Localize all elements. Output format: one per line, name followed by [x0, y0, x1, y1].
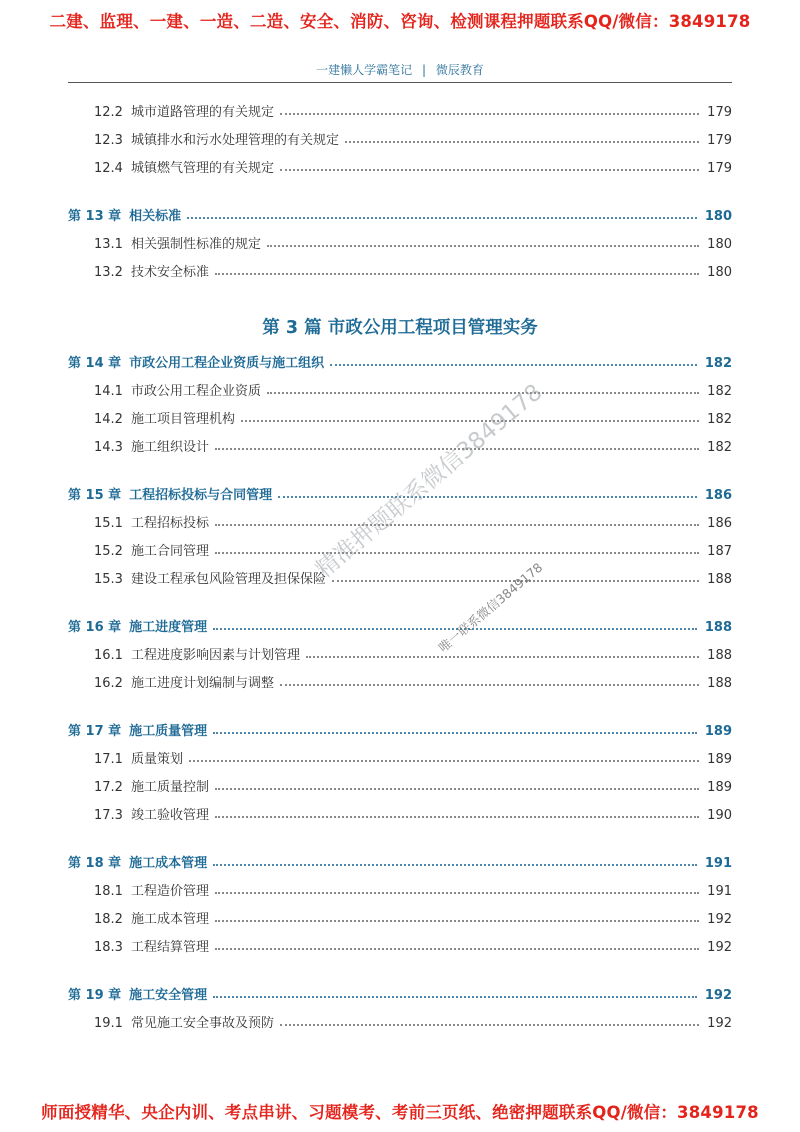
toc-section-entry[interactable]: [68, 877, 732, 899]
toc-section-entry[interactable]: [68, 377, 732, 399]
toc-entry-title: 施工质量管理: [129, 724, 208, 739]
toc-chapter-entry[interactable]: [68, 849, 732, 871]
toc-entry-number: 16.1: [94, 648, 123, 663]
toc-entry-title: 施工组织设计: [130, 440, 209, 455]
toc-page-number: 192: [704, 988, 732, 1003]
toc-dot-leader: [280, 1024, 699, 1026]
toc-page-number: 191: [707, 884, 732, 899]
toc-entry-title: 施工合同管理: [130, 544, 209, 559]
toc-entry-number: 15.2: [94, 544, 123, 559]
toc-entry-number: 18.2: [94, 912, 123, 927]
toc-entry-number: 第 13 章: [68, 209, 122, 224]
toc-entry-title: 工程造价管理: [130, 884, 209, 899]
toc-page-number: 182: [707, 384, 732, 399]
toc-entry-title: 常见施工安全事故及预防: [130, 1016, 274, 1031]
toc-entry-title: 施工安全管理: [129, 988, 208, 1003]
toc-entry-number: 17.1: [94, 752, 123, 767]
toc-dot-leader: [215, 788, 699, 790]
toc-entry-number: 15.1: [94, 516, 123, 531]
toc-page-number: 189: [704, 724, 732, 739]
toc-dot-leader: [213, 996, 697, 998]
toc-section-entry[interactable]: [68, 258, 732, 280]
toc-section-entry[interactable]: [68, 154, 732, 176]
toc-entry-title: 相关标准: [129, 209, 182, 224]
toc-page-number: 188: [707, 572, 732, 587]
toc-section-entry[interactable]: [68, 98, 732, 120]
toc-page-number: 186: [707, 516, 732, 531]
toc-page-number: 192: [707, 940, 732, 955]
header-book-title: 一建懒人学霸笔记: [316, 63, 413, 77]
top-promo-banner: 二建、监理、一建、一造、二造、安全、消防、咨询、检测课程押题联系QQ/微信：3849178: [49, 12, 751, 31]
toc-dot-leader: [267, 245, 699, 247]
toc-entry-number: 17.2: [94, 780, 123, 795]
toc-entry-number: 12.3: [94, 133, 123, 148]
toc-entry-title: 施工成本管理: [130, 912, 209, 927]
toc-dot-leader: [213, 864, 697, 866]
toc-section-entry[interactable]: [68, 933, 732, 955]
toc-entry-title: 工程招标投标与合同管理: [129, 488, 273, 503]
toc-page-number: 189: [707, 780, 732, 795]
toc-entry-title: 施工进度管理: [129, 620, 208, 635]
toc-page-number: 179: [707, 161, 732, 176]
toc-section-entry[interactable]: [68, 641, 732, 663]
toc-chapter-entry[interactable]: [68, 613, 732, 635]
toc-dot-leader: [278, 496, 697, 498]
toc-entry-number: 16.2: [94, 676, 123, 691]
toc-chapter-entry[interactable]: [68, 981, 732, 1003]
toc-entry-title: 市政公用工程企业资质与施工组织: [129, 356, 325, 371]
toc-dot-leader: [189, 760, 699, 762]
toc-section-entry[interactable]: [68, 801, 732, 823]
toc-section-entry[interactable]: [68, 230, 732, 252]
toc-entry-number: 第 16 章: [68, 620, 122, 635]
toc-entry-number: 第 14 章: [68, 356, 122, 371]
toc-page-number: 179: [707, 133, 732, 148]
toc-dot-leader: [330, 364, 697, 366]
watermark-secondary: 唯一联系微信3849178: [435, 559, 546, 656]
toc-entry-title: 城镇排水和污水处理管理的有关规定: [130, 133, 339, 148]
toc-dot-leader: [215, 524, 699, 526]
toc-entry-number: 15.3: [94, 572, 123, 587]
toc-section-entry[interactable]: [68, 745, 732, 767]
toc-dot-leader: [213, 732, 697, 734]
bottom-promo-banner: 师面授精华、央企内训、考点串讲、习题模考、考前三页纸、绝密押题联系QQ/微信：3849178: [41, 1103, 759, 1122]
toc-page-number: 179: [707, 105, 732, 120]
toc-entry-title: 建设工程承包风险管理及担保保险: [130, 572, 326, 587]
toc-entry-title: 市政公用工程企业资质: [130, 384, 261, 399]
toc-page-number: 182: [707, 440, 732, 455]
toc-entry-title: 施工进度计划编制与调整: [130, 676, 274, 691]
toc-page-number: 192: [707, 912, 732, 927]
toc-dot-leader: [187, 217, 697, 219]
toc-entry-number: 第 15 章: [68, 488, 122, 503]
toc-entry-title: 技术安全标准: [130, 265, 209, 280]
toc-section-entry[interactable]: [68, 669, 732, 691]
toc-section-entry[interactable]: [68, 537, 732, 559]
toc-page-number: 189: [707, 752, 732, 767]
toc-section-entry[interactable]: [68, 405, 732, 427]
toc-chapter-entry[interactable]: [68, 717, 732, 739]
toc-entry-title: 竣工验收管理: [130, 808, 209, 823]
toc-entry-number: 14.2: [94, 412, 123, 427]
toc-entry-title: 施工项目管理机构: [130, 412, 235, 427]
toc-entry-number: 第 17 章: [68, 724, 122, 739]
toc-dot-leader: [215, 273, 699, 275]
toc-entry-number: 第 19 章: [68, 988, 122, 1003]
running-header: [68, 61, 732, 78]
toc-page-number: 188: [707, 648, 732, 663]
toc-section-entry[interactable]: [68, 433, 732, 455]
toc-dot-leader: [345, 141, 699, 143]
toc-entry-title: 工程结算管理: [130, 940, 209, 955]
header-rule: [68, 82, 732, 83]
toc-entry-number: 13.2: [94, 265, 123, 280]
toc-entry-title: 施工成本管理: [129, 856, 208, 871]
header-publisher: 微辰教育: [435, 63, 484, 77]
toc-page-number: 182: [704, 356, 732, 371]
toc-page-number: 182: [707, 412, 732, 427]
toc-dot-leader: [215, 816, 699, 818]
toc-page-number: 180: [707, 237, 732, 252]
toc-entry-number: 13.1: [94, 237, 123, 252]
toc-entry-title: 质量策划: [130, 752, 183, 767]
toc-dot-leader: [215, 948, 699, 950]
toc-page-number: 188: [707, 676, 732, 691]
toc-entry-number: 14.1: [94, 384, 123, 399]
toc-page-number: 188: [704, 620, 732, 635]
toc-page-number: 190: [707, 808, 732, 823]
part-title: 第 3 篇 市政公用工程项目管理实务: [262, 318, 538, 338]
toc-dot-leader: [267, 392, 699, 394]
toc-section-entry[interactable]: [68, 1009, 732, 1031]
toc-entry-number: 14.3: [94, 440, 123, 455]
toc-entry-number: 18.1: [94, 884, 123, 899]
header-separator: |: [421, 63, 427, 77]
toc-entry-number: 第 18 章: [68, 856, 122, 871]
toc-entry-number: 18.3: [94, 940, 123, 955]
toc-chapter-entry[interactable]: [68, 202, 732, 224]
toc-entry-title: 工程招标投标: [130, 516, 209, 531]
toc-entry-title: 工程进度影响因素与计划管理: [130, 648, 300, 663]
toc-page-number: 180: [704, 209, 732, 224]
toc-page-number: 186: [704, 488, 732, 503]
toc-dot-leader: [215, 892, 699, 894]
toc-chapter-entry[interactable]: [68, 349, 732, 371]
toc-section-entry[interactable]: [68, 565, 732, 587]
watermark-main: 精准押题联系微信3849178: [311, 379, 548, 584]
toc-page-number: 187: [707, 544, 732, 559]
toc-entry-title: 施工质量控制: [130, 780, 209, 795]
toc-entry-number: 12.2: [94, 105, 123, 120]
toc-page-number: 192: [707, 1016, 732, 1031]
toc-section-entry[interactable]: [68, 773, 732, 795]
toc-dot-leader: [215, 552, 699, 554]
toc-dot-leader: [215, 920, 699, 922]
toc-dot-leader: [280, 113, 699, 115]
toc-dot-leader: [280, 684, 699, 686]
toc-dot-leader: [306, 656, 699, 658]
toc-page-number: 180: [707, 265, 732, 280]
toc-section-entry[interactable]: [68, 905, 732, 927]
toc-dot-leader: [280, 169, 699, 171]
toc-section-entry[interactable]: [68, 126, 732, 148]
toc-entry-title: 城市道路管理的有关规定: [130, 105, 274, 120]
toc-page-number: 191: [704, 856, 732, 871]
toc-entry-number: 19.1: [94, 1016, 123, 1031]
toc-entry-number: 17.3: [94, 808, 123, 823]
toc-entry-title: 城镇燃气管理的有关规定: [130, 161, 274, 176]
toc-entry-number: 12.4: [94, 161, 123, 176]
toc-entry-title: 相关强制性标准的规定: [130, 237, 261, 252]
